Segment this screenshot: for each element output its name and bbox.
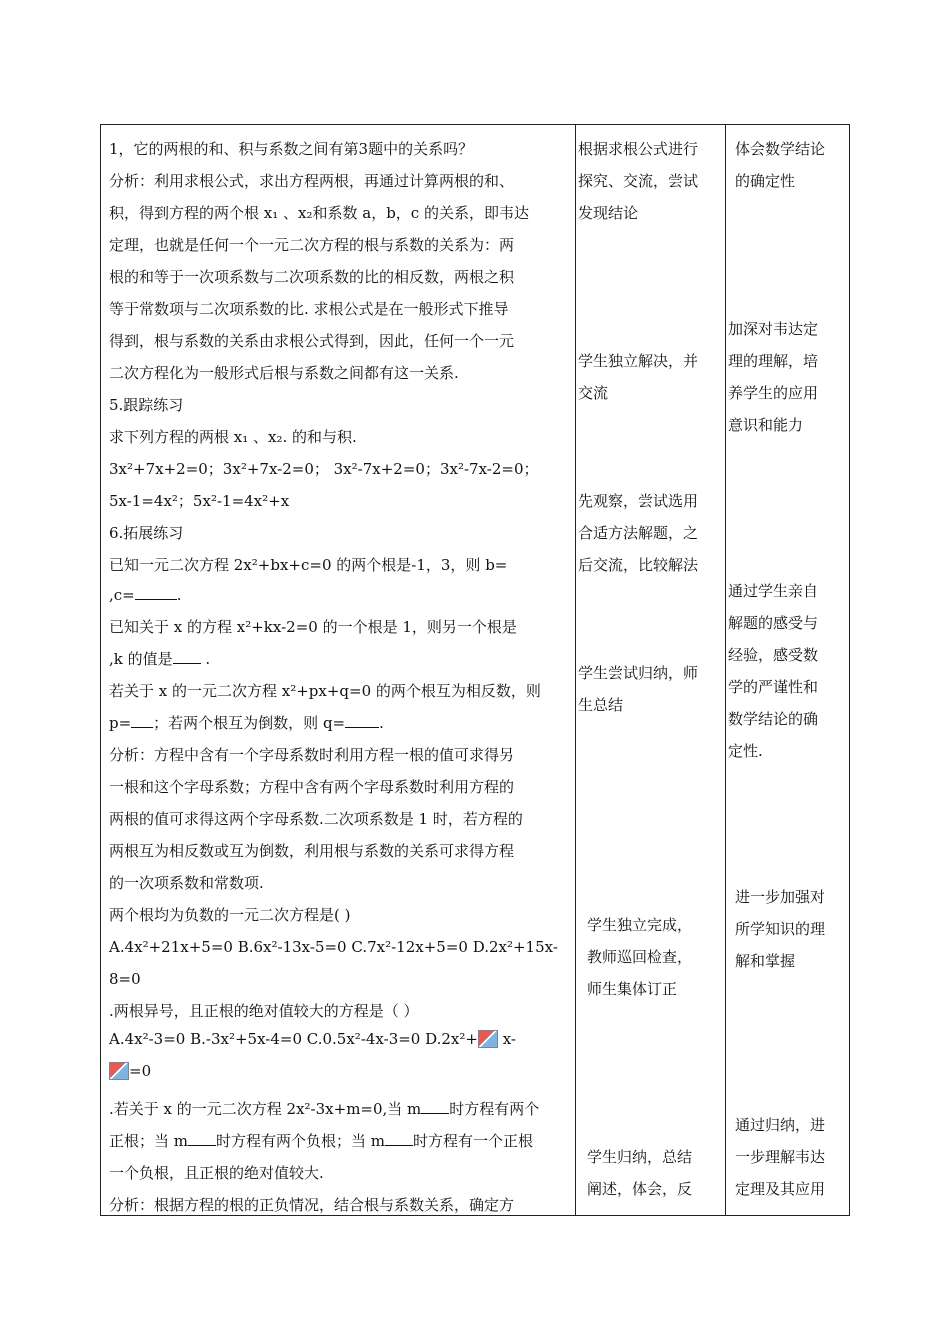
intent-column: [725, 125, 851, 1215]
equation-list: 5x-1=4x²；5x²-1=4x²+x: [109, 492, 290, 510]
intent-line: 解题的感受与: [728, 614, 819, 632]
analysis-line: 根的和等于一次项系数与二次项系数的比的相反数，两根之积: [109, 268, 515, 286]
analysis-line: 分析：根据方程的根的正负情况，结合根与系数关系，确定方: [109, 1196, 515, 1214]
intent-line: 学的严谨性和: [728, 678, 819, 696]
choice-text: =0: [129, 1062, 152, 1080]
analysis-line: 一根和这个字母系数；方程中含有两个字母系数时利用方程的: [109, 778, 515, 796]
exercise-text: .: [200, 650, 211, 668]
intent-line: 一步理解韦达: [735, 1148, 826, 1166]
activity-line: 后交流，比较解法: [578, 556, 699, 574]
intent-line: 经验，感受数: [728, 646, 819, 664]
activity-line: 先观察，尝试选用: [578, 492, 699, 510]
activity-column: [575, 125, 725, 1215]
choice-options: [109, 1029, 516, 1049]
analysis-line: 二次方程化为一般形式后根与系数之间都有这一关系.: [109, 364, 459, 382]
exercise-text: .: [176, 586, 182, 604]
analysis-line: 定理，也就是任何一个一元二次方程的根与系数的关系为：两: [109, 236, 515, 254]
section-title: 6.拓展练习: [109, 524, 184, 542]
activity-line: 学生独立完成，: [587, 916, 693, 934]
broken-image-icon: [478, 1030, 498, 1048]
equation-list: 3x²+7x+2=0；3x²+7x-2=0； 3x²-7x+2=0；3x²-7x-2=0；: [109, 460, 539, 478]
answer-blank[interactable]: [188, 1131, 216, 1146]
activity-line: 生总结: [578, 696, 624, 714]
exercise-line: 已知关于 x 的方程 x²+kx-2=0 的一个根是 1，则另一个根是: [109, 618, 517, 636]
exercise-text: 时方程有一个正根: [413, 1132, 534, 1150]
activity-line: 师生集体订正: [587, 980, 678, 998]
exercise-line: 已知一元二次方程 2x²+bx+c=0 的两个根是-1，3，则 b=: [109, 556, 508, 574]
multiple-choice-question: 两个根均为负数的一元二次方程是( ): [109, 906, 351, 924]
activity-line: 教师巡回检查，: [587, 948, 693, 966]
exercise-text: .若关于 x 的一元二次方程 2x²-3x+m=0,当 m: [109, 1100, 422, 1118]
intent-line: 意识和能力: [728, 416, 804, 434]
exercise-line: [109, 585, 182, 605]
intent-line: 通过归纳，进: [735, 1116, 826, 1134]
exercise-text: ,k 的值是: [109, 650, 173, 668]
intent-line: 的确定性: [735, 172, 796, 190]
analysis-line: 的一次项系数和常数项.: [109, 874, 264, 892]
intent-line: 定理及其应用: [735, 1180, 826, 1198]
exercise-text: .: [379, 714, 384, 732]
intent-line: 养学生的应用: [728, 384, 819, 402]
section-title: 5.跟踪练习: [109, 396, 184, 414]
intent-line: 理的理解，培: [728, 352, 819, 370]
multiple-choice-question: .两根异号，且正根的绝对值较大的方程是（ ）: [109, 1002, 419, 1020]
answer-blank[interactable]: [421, 1099, 449, 1114]
exercise-line: [109, 649, 210, 669]
exercise-text: 时方程有两个负根；当 m: [216, 1132, 385, 1150]
exercise-line: [109, 713, 384, 733]
activity-line: 阐述，体会，反: [587, 1180, 693, 1198]
choice-text: x-: [497, 1030, 517, 1048]
activity-line: 合适方法解题，之: [578, 524, 699, 542]
analysis-line: 分析：利用求根公式，求出方程两根，再通过计算两根的和、: [109, 172, 515, 190]
intent-line: 体会数学结论: [735, 140, 826, 158]
intent-line: 所学知识的理: [735, 920, 826, 938]
analysis-line: 积，得到方程的两个根 x₁ 、x₂和系数 a，b，c 的关系，即韦达: [109, 204, 529, 222]
exercise-prompt: 求下列方程的两根 x₁ 、x₂. 的和与积.: [109, 428, 357, 446]
exercise-line: [109, 1131, 533, 1151]
content-column: [101, 125, 575, 1215]
choice-text: A.4x²-3=0 B.-3x²+5x-4=0 C.0.5x²-4x-3=0 D.2x²+: [109, 1030, 478, 1048]
intent-line: 数学结论的确: [728, 710, 819, 728]
answer-blank[interactable]: [345, 713, 379, 728]
question-1: 1，它的两根的和、积与系数之间有第3题中的关系吗？: [109, 140, 474, 158]
intent-line: 加深对韦达定: [728, 320, 819, 338]
intent-line: 定性.: [728, 742, 763, 760]
answer-blank[interactable]: [131, 713, 153, 728]
exercise-line: 一个负根，且正根的绝对值较大.: [109, 1164, 324, 1182]
exercise-text: 正根；当 m: [109, 1132, 188, 1150]
exercise-text: p=: [109, 714, 132, 732]
choice-options: A.4x²+21x+5=0 B.6x²-13x-5=0 C.7x²-12x+5=0 D.2x²+15x-: [109, 938, 558, 956]
analysis-line: 两根互为相反数或互为倒数，利用根与系数的关系可求得方程: [109, 842, 515, 860]
analysis-line: 得到，根与系数的关系由求根公式得到，因此，任何一个一元: [109, 332, 515, 350]
intent-line: 进一步加强对: [735, 888, 826, 906]
broken-image-icon: [109, 1062, 129, 1080]
analysis-line: 两根的值可求得这两个字母系数.二次项系数是 1 时，若方程的: [109, 810, 523, 828]
exercise-text: ,c=: [109, 586, 135, 604]
choice-options: [109, 1061, 151, 1081]
answer-blank[interactable]: [173, 649, 201, 664]
analysis-line: 分析：方程中含有一个字母系数时利用方程一根的值可求得另: [109, 746, 515, 764]
activity-line: 学生尝试归纳，师: [578, 664, 699, 682]
exercise-text: ；若两个根互为倒数，则 q=: [153, 714, 346, 732]
activity-line: 发现结论: [578, 204, 639, 222]
choice-options: 8=0: [109, 970, 141, 988]
intent-line: 解和掌握: [735, 952, 796, 970]
answer-blank[interactable]: [385, 1131, 413, 1146]
activity-line: 交流: [578, 384, 609, 402]
activity-line: 学生独立解决，并: [578, 352, 699, 370]
activity-line: 学生归纳，总结: [587, 1148, 693, 1166]
lesson-table: [100, 124, 850, 1216]
exercise-line: 若关于 x 的一元二次方程 x²+px+q=0 的两个根互为相反数，则: [109, 682, 541, 700]
activity-line: 根据求根公式进行: [578, 140, 699, 158]
intent-line: 通过学生亲自: [728, 582, 819, 600]
exercise-text: 时方程有两个: [449, 1100, 540, 1118]
exercise-line: [109, 1099, 539, 1119]
activity-line: 探究、交流，尝试: [578, 172, 699, 190]
analysis-line: 等于常数项与二次项系数的比. 求根公式是在一般形式下推导: [109, 300, 509, 318]
answer-blank[interactable]: [135, 585, 177, 600]
